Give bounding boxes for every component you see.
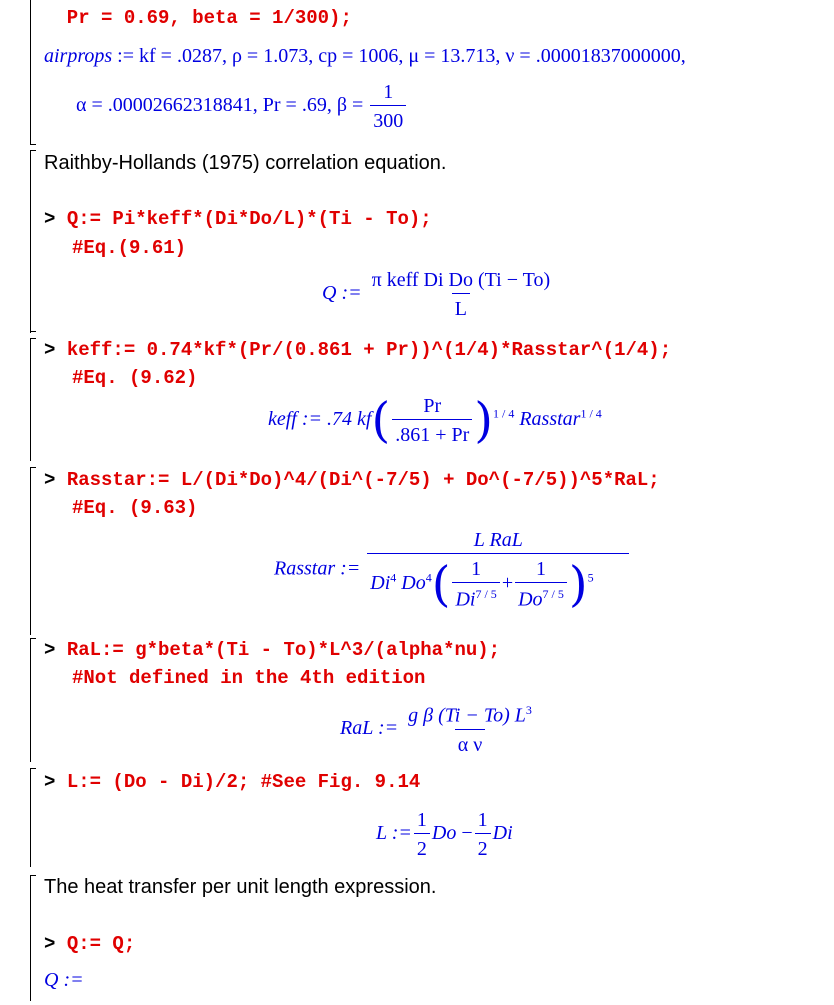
input-comment-q[interactable]: #Eq.(9.61) (72, 237, 187, 259)
input-line-ral[interactable]: > RaL:= g*beta*(Ti - To)*L^3/(alpha*nu); (44, 639, 501, 661)
group-bracket-1 (30, 0, 31, 145)
text-heat-transfer: The heat transfer per unit length expression. (44, 876, 437, 898)
airprops-output-line2: α = .00002662318841, Pr = .69, β = $\frac{1}{300}$ (76, 82, 408, 131)
input-line-q-final[interactable]: > Q:= Q; (44, 933, 136, 955)
group-bracket-1-bottom (30, 144, 36, 145)
input-line-l[interactable]: > L:= (Do - Di)/2; #See Fig. 9.14 (44, 771, 421, 793)
input-line-rasstar[interactable]: > Rasstar:= L/(Di*Do)^4/(Di^(-7/5) + Do^(-7/5))^5*RaL; (44, 469, 660, 491)
rasstar-output: Rasstar := L RaL Di$^4$ Do$^4$( $\frac{1}{Di^{7 / 5}}$ + $\frac{1}{Do^{7 / 5}}$ )$^5$ (274, 530, 631, 610)
group-bracket-3 (30, 338, 36, 461)
input-line-q[interactable]: > Q:= Pi*keff*(Di*Do/L)*(Ti - To); (44, 208, 432, 230)
group-bracket-2-bottom (30, 331, 36, 332)
input-comment-ral[interactable]: #Not defined in the 4th edition (72, 667, 426, 689)
text-raithby-hollands: Raithby-Hollands (1975) correlation equation. (44, 152, 447, 174)
input-line-keff[interactable]: > keff:= 0.74*kf*(Pr/(0.861 + Pr))^(1/4)*Rasstar^(1/4); (44, 339, 672, 361)
group-bracket-2 (30, 150, 36, 333)
l-output: L := $\frac{1}{2}$ Do − $\frac{1}{2}$ Di (376, 809, 513, 860)
keff-output: keff := .74 kf( $\frac{Pr}{.861 + Pr}$ )$^{1 / 4}$ Rasstar$^{1 / 4}$ (268, 392, 602, 449)
group-bracket-6 (30, 768, 36, 867)
q-final-output: Q := (44, 969, 84, 991)
ral-output: RaL := $\frac{g \beta (Ti - To) L^3}{\text{α ν}}$ (340, 703, 532, 756)
input-line-airprops-tail[interactable]: Pr = 0.69, beta = 1/300); (44, 7, 352, 29)
group-bracket-7 (30, 875, 36, 1001)
group-bracket-4 (30, 467, 36, 635)
input-comment-keff[interactable]: #Eq. (9.62) (72, 367, 198, 389)
input-comment-rasstar[interactable]: #Eq. (9.63) (72, 497, 198, 519)
q-output: Q := $\frac{\text{π keff Di Do (Ti − To)}}{L}$ (322, 269, 551, 320)
airprops-output-line1: airprops := kf = .0287, ρ = 1.073, cp = 1006, μ = 13.713, ν = .00001837000000, (44, 45, 686, 67)
group-bracket-5 (30, 638, 36, 762)
